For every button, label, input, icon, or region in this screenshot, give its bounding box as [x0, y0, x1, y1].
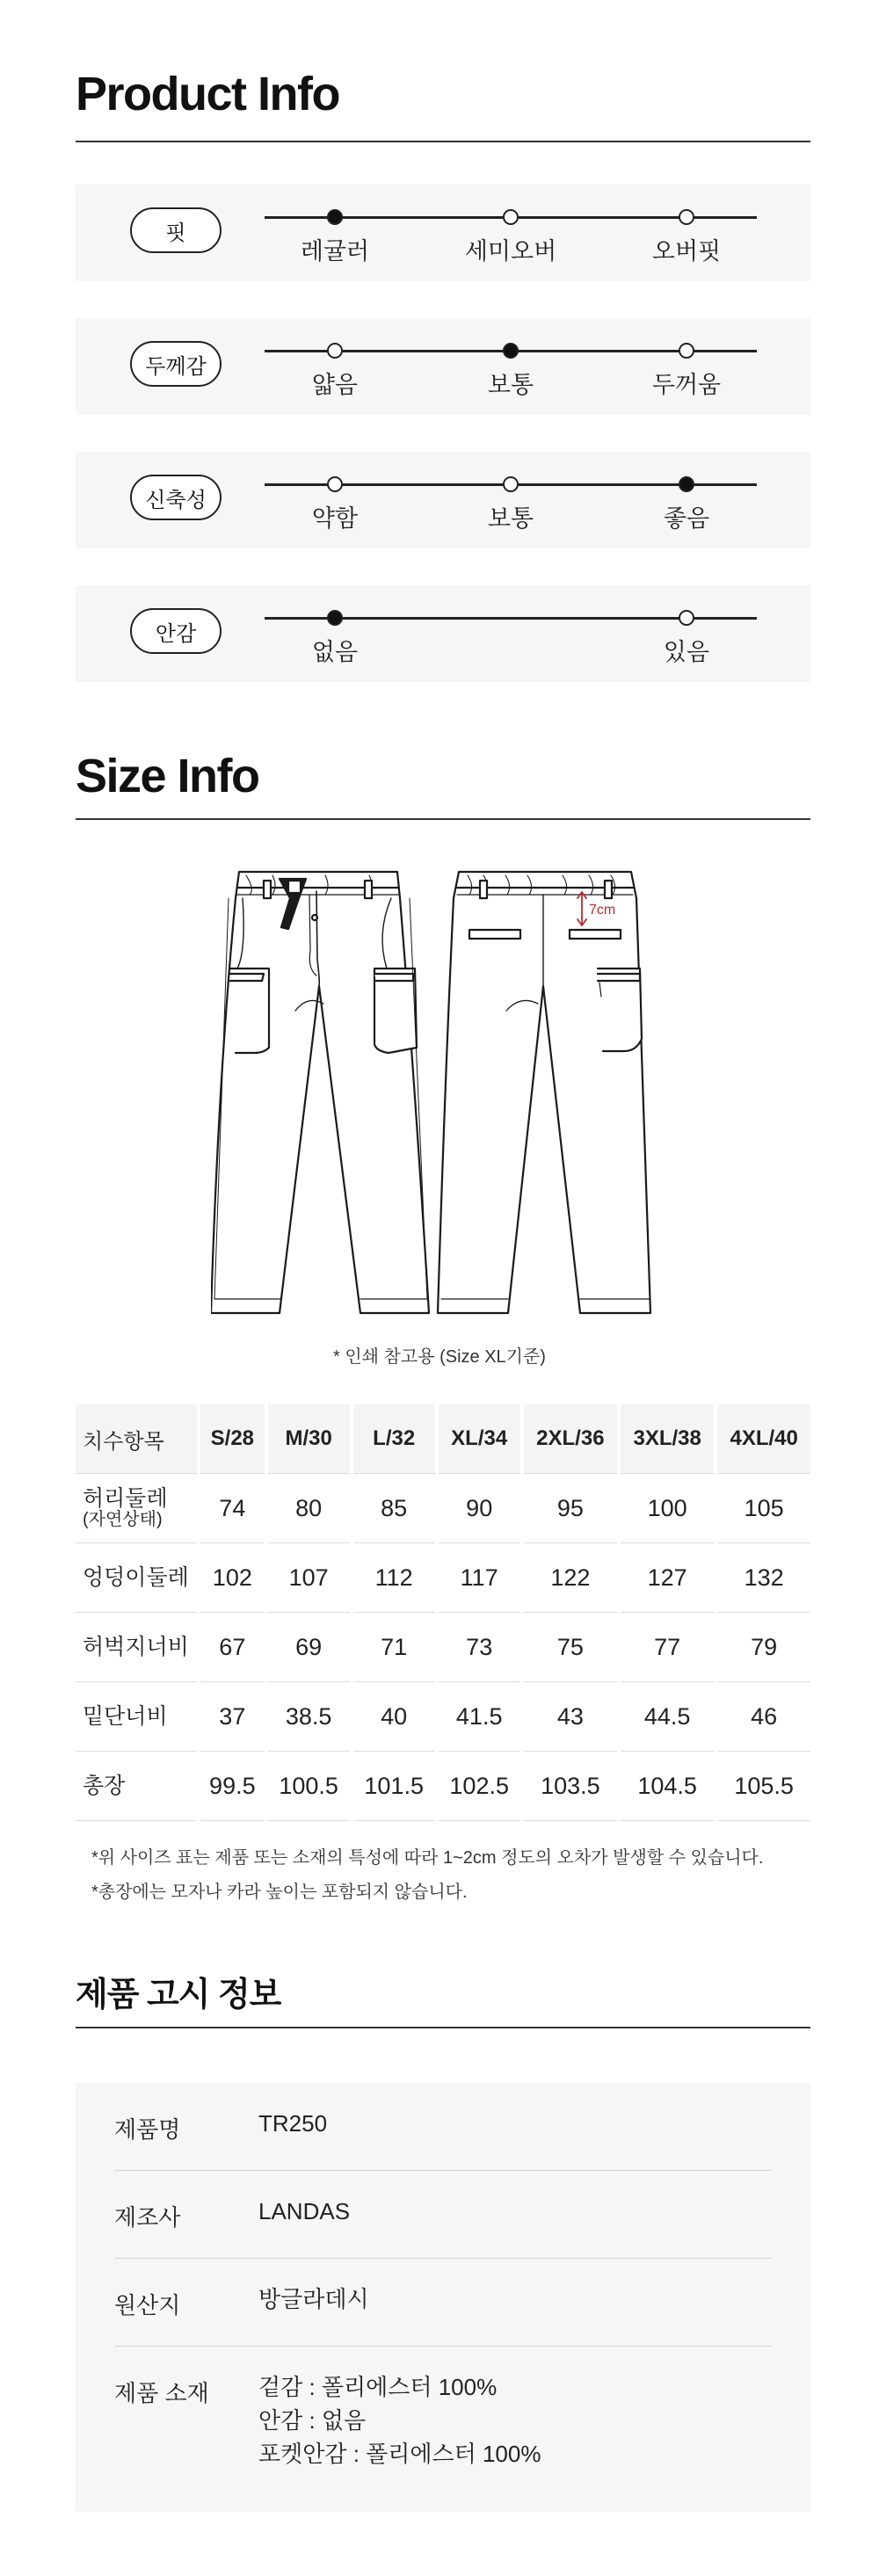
- option-label: 있음: [663, 639, 710, 665]
- pants-back-drawing: [438, 872, 650, 1313]
- size-note: *총장에는 모자나 카라 높이는 포함되지 않습니다.: [91, 1883, 468, 1902]
- row-label: 총장: [76, 1752, 199, 1821]
- header-cell: S/28: [199, 1404, 266, 1474]
- attr-pill-thickness: 두께감: [130, 341, 222, 387]
- row-label: 엉덩이둘레: [76, 1543, 199, 1613]
- notice-value: 방글라데시: [258, 2286, 369, 2312]
- table-cell: 105.5: [716, 1752, 810, 1821]
- scale-dot: [679, 209, 694, 225]
- measure-label: 7cm: [589, 903, 616, 918]
- option-label: 보통: [487, 505, 534, 532]
- notice-divider: [76, 2027, 810, 2028]
- row-label: 허벅지너비: [76, 1613, 199, 1682]
- table-cell: 85: [352, 1474, 437, 1543]
- notice-value: 포켓안감 : 폴리에스터 100%: [258, 2441, 541, 2467]
- scale-dot: [503, 209, 519, 225]
- table-cell: 102.5: [437, 1752, 522, 1821]
- header-cell: 4XL/40: [716, 1404, 810, 1474]
- header-cell: XL/34: [437, 1404, 522, 1474]
- table-cell: 38.5: [266, 1682, 352, 1752]
- header-cell: M/30: [266, 1404, 352, 1474]
- row-label: [76, 1474, 199, 1543]
- header-cell: 치수항목: [76, 1404, 199, 1474]
- notice-value: 겉감 : 폴리에스터 100%: [258, 2374, 498, 2400]
- product-info-divider: [76, 141, 810, 142]
- image-note: * 인쇄 참고용 (Size XL기준): [333, 1347, 546, 1367]
- attr-row-thickness: [76, 318, 810, 415]
- attr-row-stretch: [76, 452, 810, 548]
- table-cell: 69: [266, 1613, 352, 1682]
- option-label: 없음: [311, 639, 359, 665]
- table-cell: 40: [352, 1682, 437, 1752]
- option-label: 두꺼움: [651, 372, 722, 398]
- attr-pill-stretch: 신축성: [130, 475, 222, 520]
- option-label: 보통: [487, 372, 534, 398]
- table-cell: 73: [437, 1613, 522, 1682]
- option-label: 세미오버: [464, 238, 557, 265]
- option-label: 약함: [311, 505, 359, 532]
- notice-row: [114, 2170, 772, 2259]
- notice-box: [76, 2082, 810, 2512]
- notice-key: 제품명: [114, 2116, 181, 2143]
- option-label: 얇음: [311, 372, 359, 398]
- pants-illustration: [211, 863, 668, 1329]
- notice-title: 제품 고시 정보: [76, 1977, 281, 2014]
- table-cell: 101.5: [352, 1752, 437, 1821]
- table-row: [76, 1613, 810, 1682]
- scale-dot-selected: [679, 476, 694, 492]
- notice-value: TR250: [258, 2110, 328, 2137]
- size-note: *위 사이즈 표는 제품 또는 소재의 특성에 따라 1~2cm 정도의 오차가 발생할 수 있습니다.: [91, 1848, 764, 1868]
- table-cell: 75: [522, 1613, 619, 1682]
- table-cell: 117: [437, 1543, 522, 1613]
- notice-key: 제조사: [114, 2204, 181, 2231]
- header-cell: 3XL/38: [619, 1404, 716, 1474]
- table-cell: 105: [716, 1474, 810, 1543]
- table-cell: 95: [522, 1474, 619, 1543]
- scale-dot-selected: [327, 610, 343, 626]
- size-info-title: Size Info: [76, 750, 259, 802]
- notice-value: 안감 : 없음: [258, 2407, 367, 2434]
- option-label: 레귤러: [300, 238, 370, 265]
- scale-dot: [679, 610, 694, 626]
- table-cell: 104.5: [619, 1752, 716, 1821]
- table-cell: 132: [716, 1543, 810, 1613]
- notice-row: [114, 2258, 772, 2347]
- attr-pill-lining: 안감: [130, 608, 222, 654]
- table-cell: 107: [266, 1543, 352, 1613]
- size-table-header: [76, 1404, 810, 1474]
- scale-dot-selected: [327, 209, 343, 225]
- notice-value: LANDAS: [258, 2198, 351, 2224]
- table-row: [76, 1752, 810, 1821]
- table-cell: 80: [266, 1474, 352, 1543]
- table-row: [76, 1682, 810, 1752]
- table-cell: 71: [352, 1613, 437, 1682]
- table-row: [76, 1543, 810, 1613]
- attr-pill-fit: 핏: [130, 207, 222, 253]
- scale-dot: [679, 343, 694, 359]
- notice-row: [114, 2082, 772, 2171]
- option-label: 좋음: [663, 505, 710, 532]
- scale-dot-selected: [503, 343, 519, 359]
- notice-key: 제품 소재: [114, 2380, 209, 2406]
- table-cell: 44.5: [619, 1682, 716, 1752]
- table-cell: 90: [437, 1474, 522, 1543]
- row-label: 밑단너비: [76, 1682, 199, 1752]
- pants-front-drawing: [211, 872, 429, 1313]
- size-table: [76, 1404, 810, 1821]
- notice-key: 원산지: [114, 2292, 181, 2318]
- header-cell: L/32: [352, 1404, 437, 1474]
- attr-row-lining: [76, 585, 810, 682]
- table-cell: 37: [199, 1682, 266, 1752]
- attr-row-fit: [76, 185, 810, 281]
- table-cell: 77: [619, 1613, 716, 1682]
- scale-dot: [327, 476, 343, 492]
- table-cell: 127: [619, 1543, 716, 1613]
- scale-dot: [327, 343, 343, 359]
- table-cell: 99.5: [199, 1752, 266, 1821]
- table-cell: 41.5: [437, 1682, 522, 1752]
- header-cell: 2XL/36: [522, 1404, 619, 1474]
- option-label: 오버핏: [651, 238, 722, 265]
- table-cell: 74: [199, 1474, 266, 1543]
- table-cell: 67: [199, 1613, 266, 1682]
- table-cell: 43: [522, 1682, 619, 1752]
- row-label-sub: (자연상태): [83, 1509, 163, 1529]
- table-cell: 112: [352, 1543, 437, 1613]
- table-row: [76, 1474, 810, 1543]
- notice-row: [114, 2346, 772, 2486]
- table-cell: 46: [716, 1682, 810, 1752]
- row-label-text: 허리둘레: [83, 1486, 168, 1512]
- table-cell: 103.5: [522, 1752, 619, 1821]
- product-info-title: Product Info: [76, 68, 339, 120]
- table-cell: 100: [619, 1474, 716, 1543]
- scale-dot: [503, 476, 519, 492]
- table-cell: 100.5: [266, 1752, 352, 1821]
- table-cell: 122: [522, 1543, 619, 1613]
- table-cell: 79: [716, 1613, 810, 1682]
- size-info-divider: [76, 818, 810, 820]
- table-cell: 102: [199, 1543, 266, 1613]
